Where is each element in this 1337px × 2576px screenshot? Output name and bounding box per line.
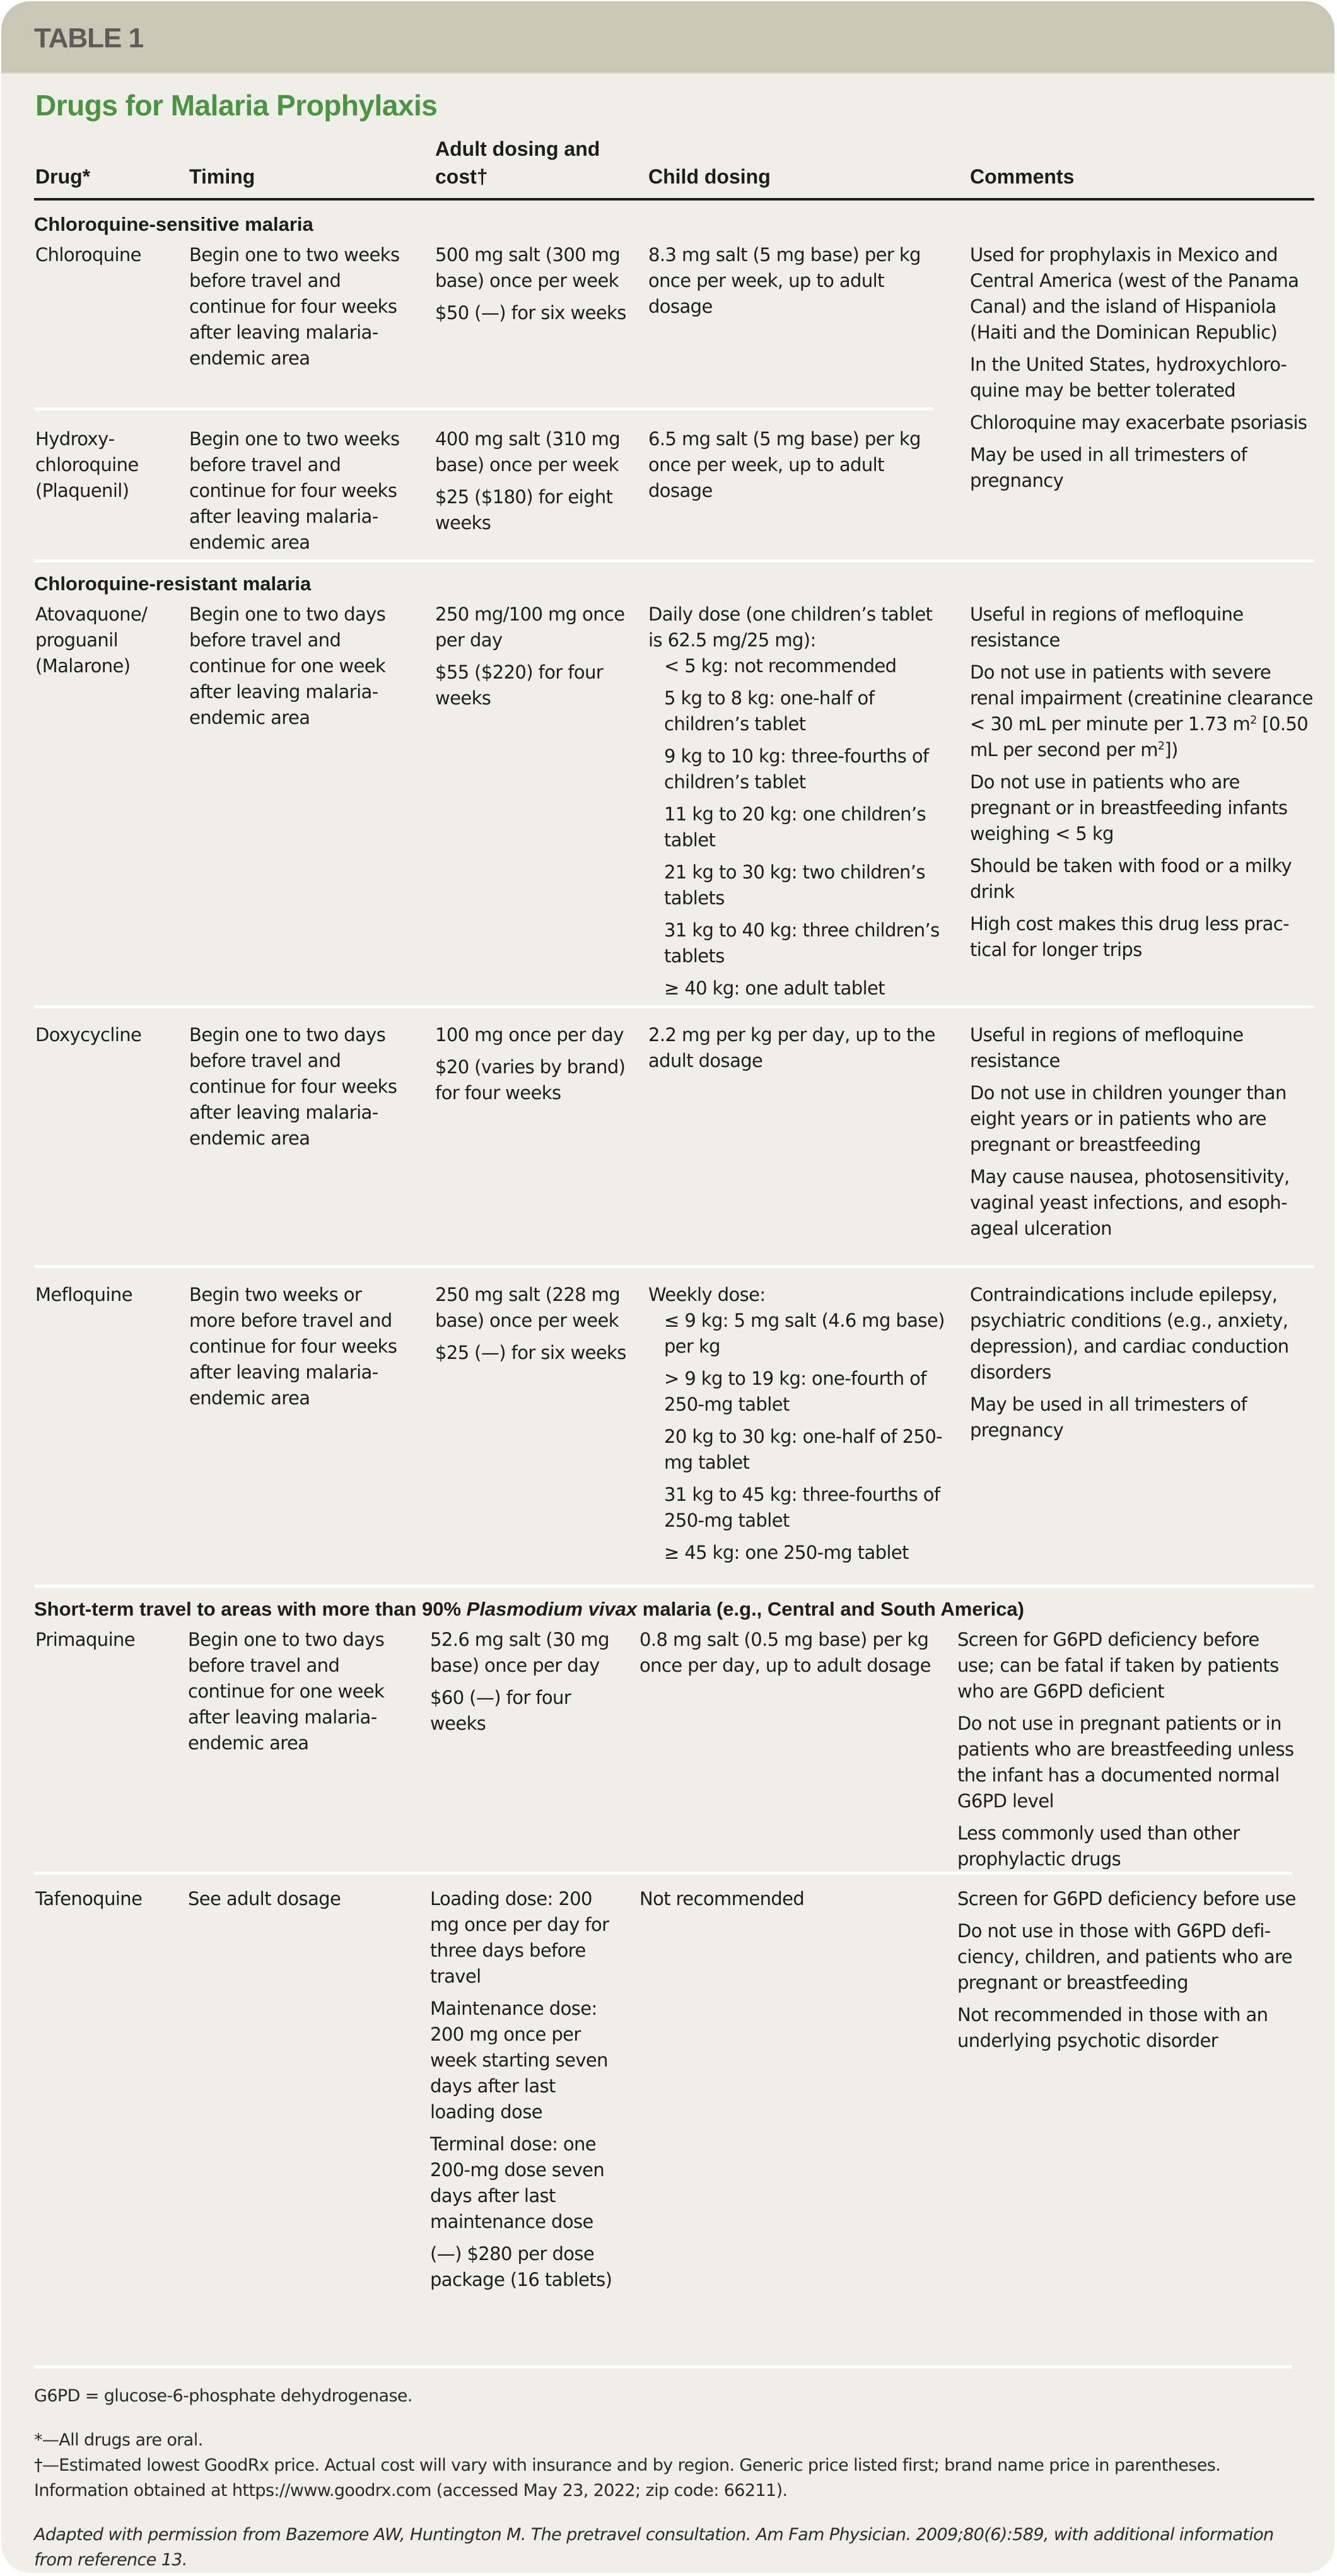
comment: May be used in all trimesters of pregnancy — [970, 1394, 1247, 1441]
adult-dosing — [435, 1282, 643, 1372]
section-heading-part: malaria (e.g., Central and South America) — [637, 1598, 1024, 1620]
drug-name: Tafenoquine — [35, 1888, 143, 1909]
drug-name: Atovaquone/ proguanil (Malarone) — [35, 603, 148, 677]
drug-name: Mefloquine — [35, 1284, 132, 1305]
adult-dose: 400 mg salt (310 mg base) once per week — [435, 428, 621, 475]
timing: Begin one to two days before travel and continue for four weeks after leaving malaria-endemic area — [189, 1024, 397, 1149]
adult-loading-dose: Loading dose: 200 mg once per day for three days before travel — [430, 1888, 609, 1987]
comment: Chloroquine may exacerbate psoriasis — [970, 412, 1307, 433]
comment: Do not use in those with G6PD deficiency, children, and patients who are pregnant or breastfeeding — [957, 1920, 1293, 1993]
drug-name: Chloroquine — [35, 244, 141, 265]
child-dose-weight-band: 5 kg to 8 kg: one-half of children’s tablet — [664, 687, 875, 735]
table-title: Drugs for Malaria Prophylaxis — [35, 89, 438, 122]
adult-dosing — [435, 426, 643, 542]
comment: Do not use in patients who are pregnant or in breastfeeding infants weighing < 5 kg — [970, 771, 1288, 844]
adult-dosing — [435, 1022, 643, 1112]
child-dose-weight-band: < 5 kg: not recommended — [664, 655, 897, 677]
adult-dose: 250 mg salt (228 mg base) once per week — [435, 1284, 621, 1331]
spacer — [34, 2503, 1314, 2522]
comment: Less commonly used than other prophylactic drugs — [957, 1822, 1240, 1870]
section-heading: Chloroquine-resistant malaria — [34, 573, 312, 595]
comment: High cost makes this drug less practical for longer trips — [970, 913, 1290, 960]
adult-dosing — [435, 242, 643, 332]
column-header-timing: Timing — [189, 165, 255, 188]
row-divider — [34, 407, 933, 411]
child-dosing: 6.5 mg salt (5 mg base) per kg once per week, up to adult dosage — [648, 428, 921, 501]
adult-cost: $50 (—) for six weeks — [435, 302, 626, 323]
section-heading: Chloroquine-sensitive malaria — [34, 213, 313, 235]
child-dose-weight-band: 31 kg to 40 kg: three children’s tablets — [664, 919, 940, 967]
comment: Screen for G6PD deficiency before use; can be fatal if taken by patients who are G6PD deficient — [957, 1629, 1279, 1702]
adult-dosing — [430, 1627, 619, 1743]
adult-terminal-dose: Terminal dose: one 200-mg dose seven days after last maintenance dose — [430, 2133, 605, 2232]
column-header-adult-dosing: Adult dosing and cost† — [435, 137, 600, 188]
child-dosing: 2.2 mg per kg per day, up to the adult dosage — [648, 1024, 935, 1071]
comments — [970, 1282, 1314, 1450]
adult-maintenance-dose: Maintenance dose: 200 mg once per week starting seven days after last loading dose — [430, 1998, 608, 2123]
adult-cost: $25 ($180) for eight weeks — [435, 486, 613, 533]
child-dose-weight-band: 9 kg to 10 kg: three-fourths of children’s tablet — [664, 745, 929, 793]
adult-dose: 100 mg once per day — [435, 1024, 624, 1046]
adult-dose: 52.6 mg salt (30 mg base) once per day — [430, 1629, 609, 1676]
adult-dose: 250 mg/100 mg once per day — [435, 603, 625, 651]
table-label: TABLE 1 — [34, 23, 144, 54]
child-dose-weight-band: ≤ 9 kg: 5 mg salt (4.6 mg base) per kg — [664, 1310, 945, 1357]
comments — [957, 1886, 1298, 2060]
comment: Do not use in patients with severe renal impairment (creatinine clearance < 30 mL per minute per 1.73 $m^2$ [0.50 mL per second per $m^2$]) — [970, 661, 1313, 761]
comments — [970, 1022, 1314, 1248]
comment: Do not use in children younger than eight years or in patients who are pregnant or breastfeeding — [970, 1082, 1287, 1155]
child-dose-weight-band: 20 kg to 30 kg: one-half of 250-mg tablet — [664, 1426, 943, 1473]
adult-cost: $60 (—) for four weeks — [430, 1687, 571, 1734]
table-row — [34, 426, 955, 559]
child-dose-weight-band: > 9 kg to 19 kg: one-fourth of 250-mg tablet — [664, 1368, 926, 1415]
table-header-band — [1, 1, 1334, 74]
comment: Not recommended in those with an underlying psychotic disorder — [957, 2004, 1268, 2051]
table-row — [34, 1282, 1314, 1588]
comment: May cause nausea, photosensitivity, vaginal yeast infections, and esophageal ulceration — [970, 1166, 1290, 1239]
timing: Begin one to two weeks before travel and continue for four weeks after leaving malaria-endemic area — [189, 428, 400, 553]
child-dosing: 8.3 mg salt (5 mg base) per kg once per week, up to adult dosage — [648, 244, 921, 317]
table-row — [34, 1627, 1292, 1875]
adult-cost: $55 ($220) for four weeks — [435, 661, 604, 709]
timing: Begin one to two days before travel and continue for one week after leaving malaria-endemic area — [189, 603, 386, 728]
child-dosing — [648, 1282, 951, 1572]
adult-cost: $20 (varies by brand) for four weeks — [435, 1056, 626, 1104]
comment: In the United States, hydroxychloroquine may be better tolerated — [970, 354, 1287, 401]
child-dose-weight-band: 11 kg to 20 kg: one children’s tablet — [664, 803, 926, 851]
comment: Do not use in pregnant patients or in patients who are breastfeeding unless the infant has a documented normal G6PD level — [957, 1713, 1294, 1812]
comment: Screen for G6PD deficiency before use — [957, 1888, 1296, 1909]
section-heading-organism: Plasmodium vivax — [466, 1598, 638, 1620]
section-heading-part: Short-term travel to areas with more than 90% — [34, 1598, 467, 1620]
table-footnotes — [34, 2384, 1314, 2573]
comments — [970, 602, 1314, 969]
table-row — [34, 602, 1314, 1008]
table-card — [1, 1, 1334, 2573]
child-dose-weight-band: ≥ 45 kg: one 250-mg tablet — [664, 1542, 909, 1563]
timing: Begin two weeks or more before travel and continue for four weeks after leaving malaria-endemic area — [189, 1284, 397, 1409]
drug-name: Doxycycline — [35, 1024, 142, 1046]
table-row — [34, 1022, 1314, 1268]
footnote-cost: †—Estimated lowest GoodRx price. Actual cost will vary with insurance and by region. Generic price listed first; brand name price in parentheses. Information obtained at https://www.goodrx.com (accessed May 23, 2022; zip code: 66211). — [34, 2456, 1221, 2500]
table-body — [34, 203, 1314, 2369]
source-citation: Adapted with permission from Bazemore AW, Huntington M. The pretravel consultation. Am Fam Physician. 2009;80(6):589, with additional information from reference 13. — [34, 2525, 1274, 2570]
footnote-route: *—All drugs are oral. — [34, 2430, 203, 2450]
timing: Begin one to two weeks before travel and continue for four weeks after leaving malaria-endemic area — [189, 244, 400, 369]
child-dose-weight-band: ≥ 40 kg: one adult tablet — [664, 977, 885, 999]
adult-dosing — [430, 1886, 613, 2299]
comment: Should be taken with food or a milky drink — [970, 855, 1292, 902]
section-chloroquine-sensitive — [34, 242, 1314, 562]
child-dose-intro: Daily dose (one children’s tablet is 62.5 mg/25 mg): — [648, 603, 933, 651]
comments — [970, 242, 1314, 500]
comment: Useful in regions of mefloquine resistance — [970, 603, 1244, 651]
child-dose-weight-band: 21 kg to 30 kg: two children’s tablets — [664, 861, 925, 909]
adult-dosing — [435, 602, 643, 718]
column-header-comments: Comments — [970, 165, 1075, 188]
child-dosing: 0.8 mg salt (0.5 mg base) per kg once per day, up to adult dosage — [639, 1629, 931, 1676]
child-dose-intro: Weekly dose: — [648, 1284, 766, 1305]
timing: Begin one to two days before travel and continue for one week after leaving malaria-endemic area — [188, 1629, 385, 1754]
drug-name: Primaquine — [35, 1629, 136, 1650]
child-dosing — [648, 602, 951, 1008]
drug-name: Hydroxychloroquine (Plaquenil) — [35, 428, 139, 501]
column-header-drug: Drug* — [35, 165, 91, 188]
adult-cost: (—) $280 per dose package (16 tablets) — [430, 2243, 612, 2290]
adult-dose: 500 mg salt (300 mg base) once per week — [435, 244, 621, 291]
child-dosing: Not recommended — [639, 1888, 805, 1909]
column-header-child-dosing: Child dosing — [648, 165, 771, 188]
table-column-headers — [34, 131, 1314, 201]
timing: See adult dosage — [188, 1888, 341, 1909]
comment: Contraindications include epilepsy, psychiatric conditions (e.g., anxiety, depression), and cardiac conduction disorders — [970, 1284, 1289, 1383]
comment: Used for prophylaxis in Mexico and Central America (west of the Panama Canal) and the island of Hispaniola (Haiti and the Dominican Republic) — [970, 244, 1299, 343]
section-divider — [34, 559, 1314, 562]
table-row — [34, 242, 955, 407]
table-row — [34, 1886, 1296, 2369]
comments — [957, 1627, 1298, 1879]
child-dose-weight-band: 31 kg to 45 kg: three-fourths of 250-mg tablet — [664, 1484, 940, 1531]
spacer — [34, 2409, 1314, 2428]
comment: Useful in regions of mefloquine resistance — [970, 1024, 1244, 1071]
section-heading — [34, 1588, 1314, 1627]
abbreviation-note: G6PD = glucose-6-phosphate dehydrogenase. — [34, 2386, 412, 2406]
adult-cost: $25 (—) for six weeks — [435, 1342, 626, 1363]
comment: May be used in all trimesters of pregnancy — [970, 444, 1247, 491]
